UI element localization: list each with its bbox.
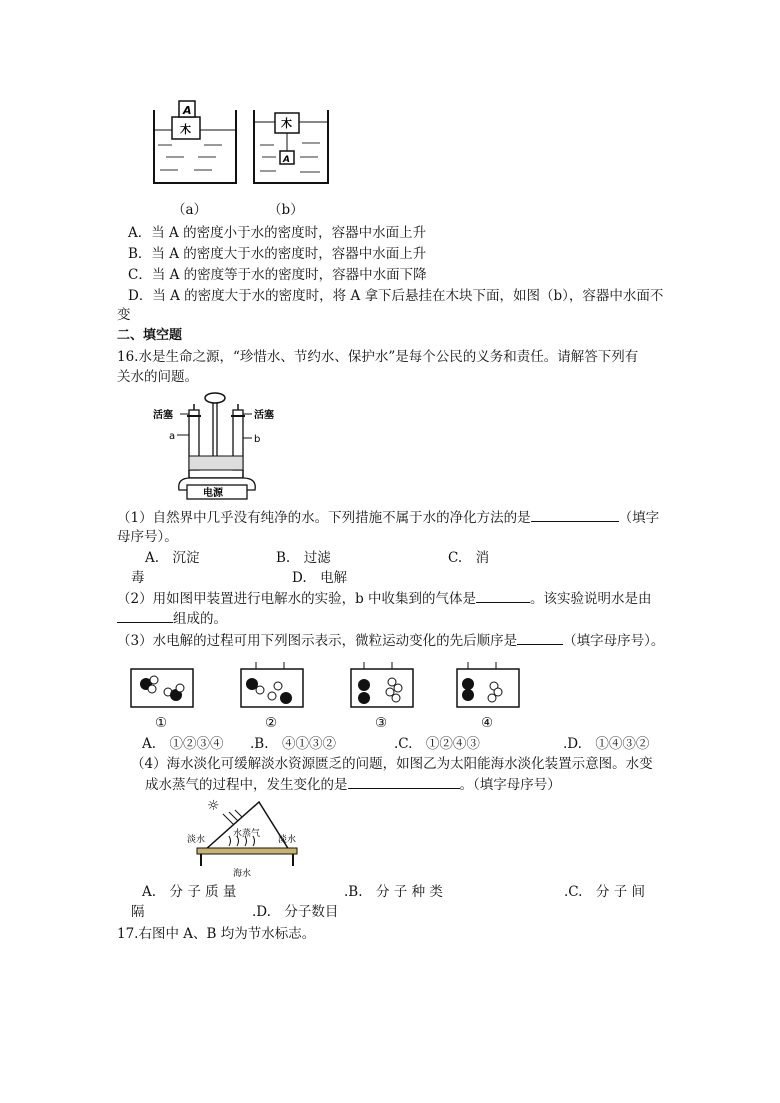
q16-p4-line1: （4）海水淡化可缓解淡水资源匮乏的问题，如图乙为太阳能海水淡化装置示意图。水变 bbox=[131, 756, 653, 772]
q16-p4-option-c-cont: 隔 bbox=[131, 904, 145, 920]
sea-water-label: 海水 bbox=[233, 869, 252, 879]
q15-option-a: A．当 A 的密度小于水的密度时，容器中水面上升 bbox=[128, 225, 427, 241]
q16-p2-blank2[interactable] bbox=[117, 609, 173, 623]
q16-p1-answer-blank[interactable] bbox=[531, 508, 619, 522]
molecule-label-3: ③ bbox=[375, 715, 388, 731]
electrolysis-apparatus-diagram bbox=[153, 390, 285, 505]
q16-p2-text: （2）用如图甲装置进行电解水的实验，b 中收集到的气体是 bbox=[117, 591, 477, 607]
molecule-diagram-2 bbox=[240, 660, 304, 712]
molecule-diagram-1 bbox=[130, 668, 194, 712]
q16-p3-option-a: A. ①②③④ bbox=[142, 736, 224, 752]
q16-p4-option-d: .D. 分子数目 bbox=[252, 904, 339, 920]
q16-p4-tail: 。（填字母序号） bbox=[459, 777, 561, 793]
molecule-diagram-3 bbox=[350, 660, 414, 712]
q15-option-d-line2: 变 bbox=[117, 307, 131, 323]
q16-p3-option-d: .D. ①④③② bbox=[563, 736, 650, 752]
q15-option-d-line1: D．当 A 的密度大于水的密度时，将 A 拿下后悬挂在木块下面，如图（b），容器中水面不 bbox=[128, 288, 664, 304]
fig-a-block-a-label: A bbox=[183, 104, 192, 117]
q16-stem-line1: 16.水是生命之源，“珍惜水、节约水、保护水”是每个公民的义务和责任。请解答下列有 bbox=[117, 349, 639, 365]
q16-p1-option-a: A. 沉淀 bbox=[145, 550, 200, 566]
power-label: 电源 bbox=[203, 488, 223, 499]
q16-p1-text: （1）自然界中几乎没有纯净的水。下列措施不属于水的净化方法的是 bbox=[117, 510, 531, 526]
valve-right-label: 活塞 bbox=[254, 410, 274, 421]
tube-a-label: a bbox=[169, 431, 176, 442]
q16-p4-option-b: .B. 分 子 种 类 bbox=[344, 884, 443, 900]
q17-stem: 17.右图中 A、B 均为节水标志。 bbox=[117, 926, 316, 942]
q16-p1-option-d: D. 电解 bbox=[292, 570, 348, 586]
q16-p2-line2-text: 组成的。 bbox=[173, 611, 227, 627]
q16-p4-blank[interactable] bbox=[348, 775, 460, 789]
sun-icon: ☼ bbox=[207, 798, 220, 814]
q15-option-b: B．当 A 的密度大于水的密度时，容器中水面上升 bbox=[128, 246, 427, 262]
q15-option-c: C．当 A 的密度等于水的密度时，容器中水面下降 bbox=[128, 267, 427, 283]
q16-p4-text: 成水蒸气的过程中，发生变化的是 bbox=[145, 777, 348, 793]
valve-left-label: 活塞 bbox=[153, 410, 173, 421]
q16-p3-blank[interactable] bbox=[517, 631, 563, 645]
q16-p3-option-b: .B. ④①③② bbox=[250, 736, 337, 752]
solar-desalination-diagram bbox=[185, 790, 305, 880]
q16-p1-line2: 母序号）。 bbox=[117, 529, 178, 545]
molecule-label-2: ② bbox=[265, 715, 278, 731]
q16-p4-option-a: A. 分 子 质 量 bbox=[142, 884, 237, 900]
fig-b-block-a-label: A bbox=[283, 155, 290, 165]
tube-b-label: b bbox=[254, 434, 261, 445]
q16-p1-option-c: C. 消 bbox=[448, 550, 490, 566]
q16-p1-tail: （填字 bbox=[618, 510, 660, 526]
q16-p3-tail: （填字母序号）。 bbox=[563, 633, 665, 649]
q16-p3-option-c: .C. ①②④③ bbox=[394, 736, 480, 752]
q16-p2-line2 bbox=[117, 609, 227, 628]
q16-p1-option-b: B. 过滤 bbox=[276, 550, 331, 566]
molecule-label-1: ① bbox=[155, 715, 168, 731]
q16-p3-text: （3）水电解的过程可用下列图示表示，微粒运动变化的先后顺序是 bbox=[117, 633, 518, 649]
caption-a: （a） bbox=[172, 202, 208, 218]
q16-p2-tail: 。该实验说明水是由 bbox=[530, 591, 652, 607]
q16-p3-line1 bbox=[117, 631, 664, 650]
q16-p1-line1 bbox=[117, 508, 659, 527]
vapor-label: 水蒸气 bbox=[233, 829, 261, 839]
caption-b: （b） bbox=[268, 202, 304, 218]
q16-p1-option-c-cont: 毒 bbox=[131, 570, 145, 586]
q16-p2-line1 bbox=[117, 589, 652, 608]
q16-p2-blank1[interactable] bbox=[476, 589, 530, 603]
q16-stem-line2: 关水的问题。 bbox=[117, 369, 198, 385]
fresh-water-left-label: 淡水 bbox=[187, 835, 206, 845]
q16-p4-option-c: .C. 分 子 间 bbox=[564, 884, 646, 900]
molecule-diagram-4 bbox=[456, 660, 520, 712]
fresh-water-right-label: 淡水 bbox=[278, 835, 297, 845]
fig-a-wood-label: 木 bbox=[180, 123, 191, 136]
section-title: 二、填空题 bbox=[117, 328, 183, 343]
molecule-label-4: ④ bbox=[481, 715, 494, 731]
fig-b-wood-label: 木 bbox=[281, 117, 292, 130]
